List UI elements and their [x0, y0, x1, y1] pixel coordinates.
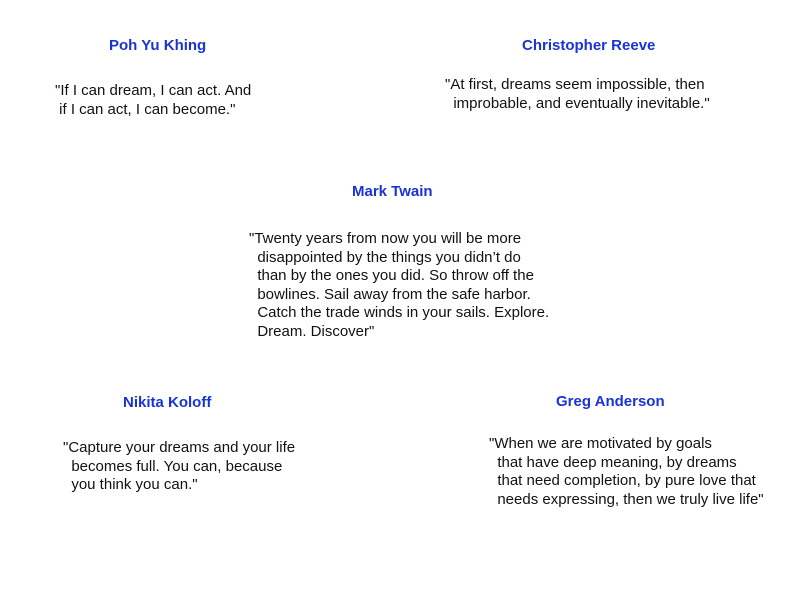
quote-line: "Twenty years from now you will be more — [249, 230, 522, 247]
quote-line: that have deep meaning, by dreams — [489, 453, 737, 471]
quote-line: you think you can." — [63, 476, 198, 493]
quote-line: that need completion, by pure love that — [489, 472, 756, 489]
quote-line: disappointed by the things you didn’t do — [249, 248, 521, 266]
quote-line: if I can act, I can become." — [55, 100, 236, 118]
quote-mark-twain — [249, 230, 549, 341]
quote-line: "At first, dreams seem impossible, then — [445, 76, 705, 93]
author-christopher-reeve: Christopher Reeve — [522, 37, 656, 54]
quote-nikita-koloff — [63, 439, 295, 495]
quote-line: "When we are motivated by goals — [489, 435, 712, 452]
quote-line: "Capture your dreams and your life — [63, 439, 296, 456]
quote-line: bowlines. Sail away from the safe harbor. — [249, 285, 531, 303]
author-greg-anderson: Greg Anderson — [556, 393, 665, 410]
quote-line: than by the ones you did. So throw off the — [249, 267, 534, 284]
quote-greg-anderson — [489, 435, 764, 509]
author-poh-yu-khing: Poh Yu Khing — [109, 37, 207, 54]
quote-line: needs expressing, then we truly live life" — [489, 490, 764, 508]
quote-poh-yu-khing — [55, 82, 251, 119]
quote-line: "If I can dream, I can act. And — [55, 82, 252, 99]
author-nikita-koloff: Nikita Koloff — [123, 394, 212, 411]
quote-line: Catch the trade winds in your sails. Explore. — [249, 304, 550, 321]
quote-line: improbable, and eventually inevitable." — [445, 94, 710, 112]
author-mark-twain: Mark Twain — [352, 183, 433, 200]
quote-line: Dream. Discover" — [249, 322, 375, 340]
quote-christopher-reeve — [445, 76, 710, 113]
quote-line: becomes full. You can, because — [63, 457, 283, 475]
